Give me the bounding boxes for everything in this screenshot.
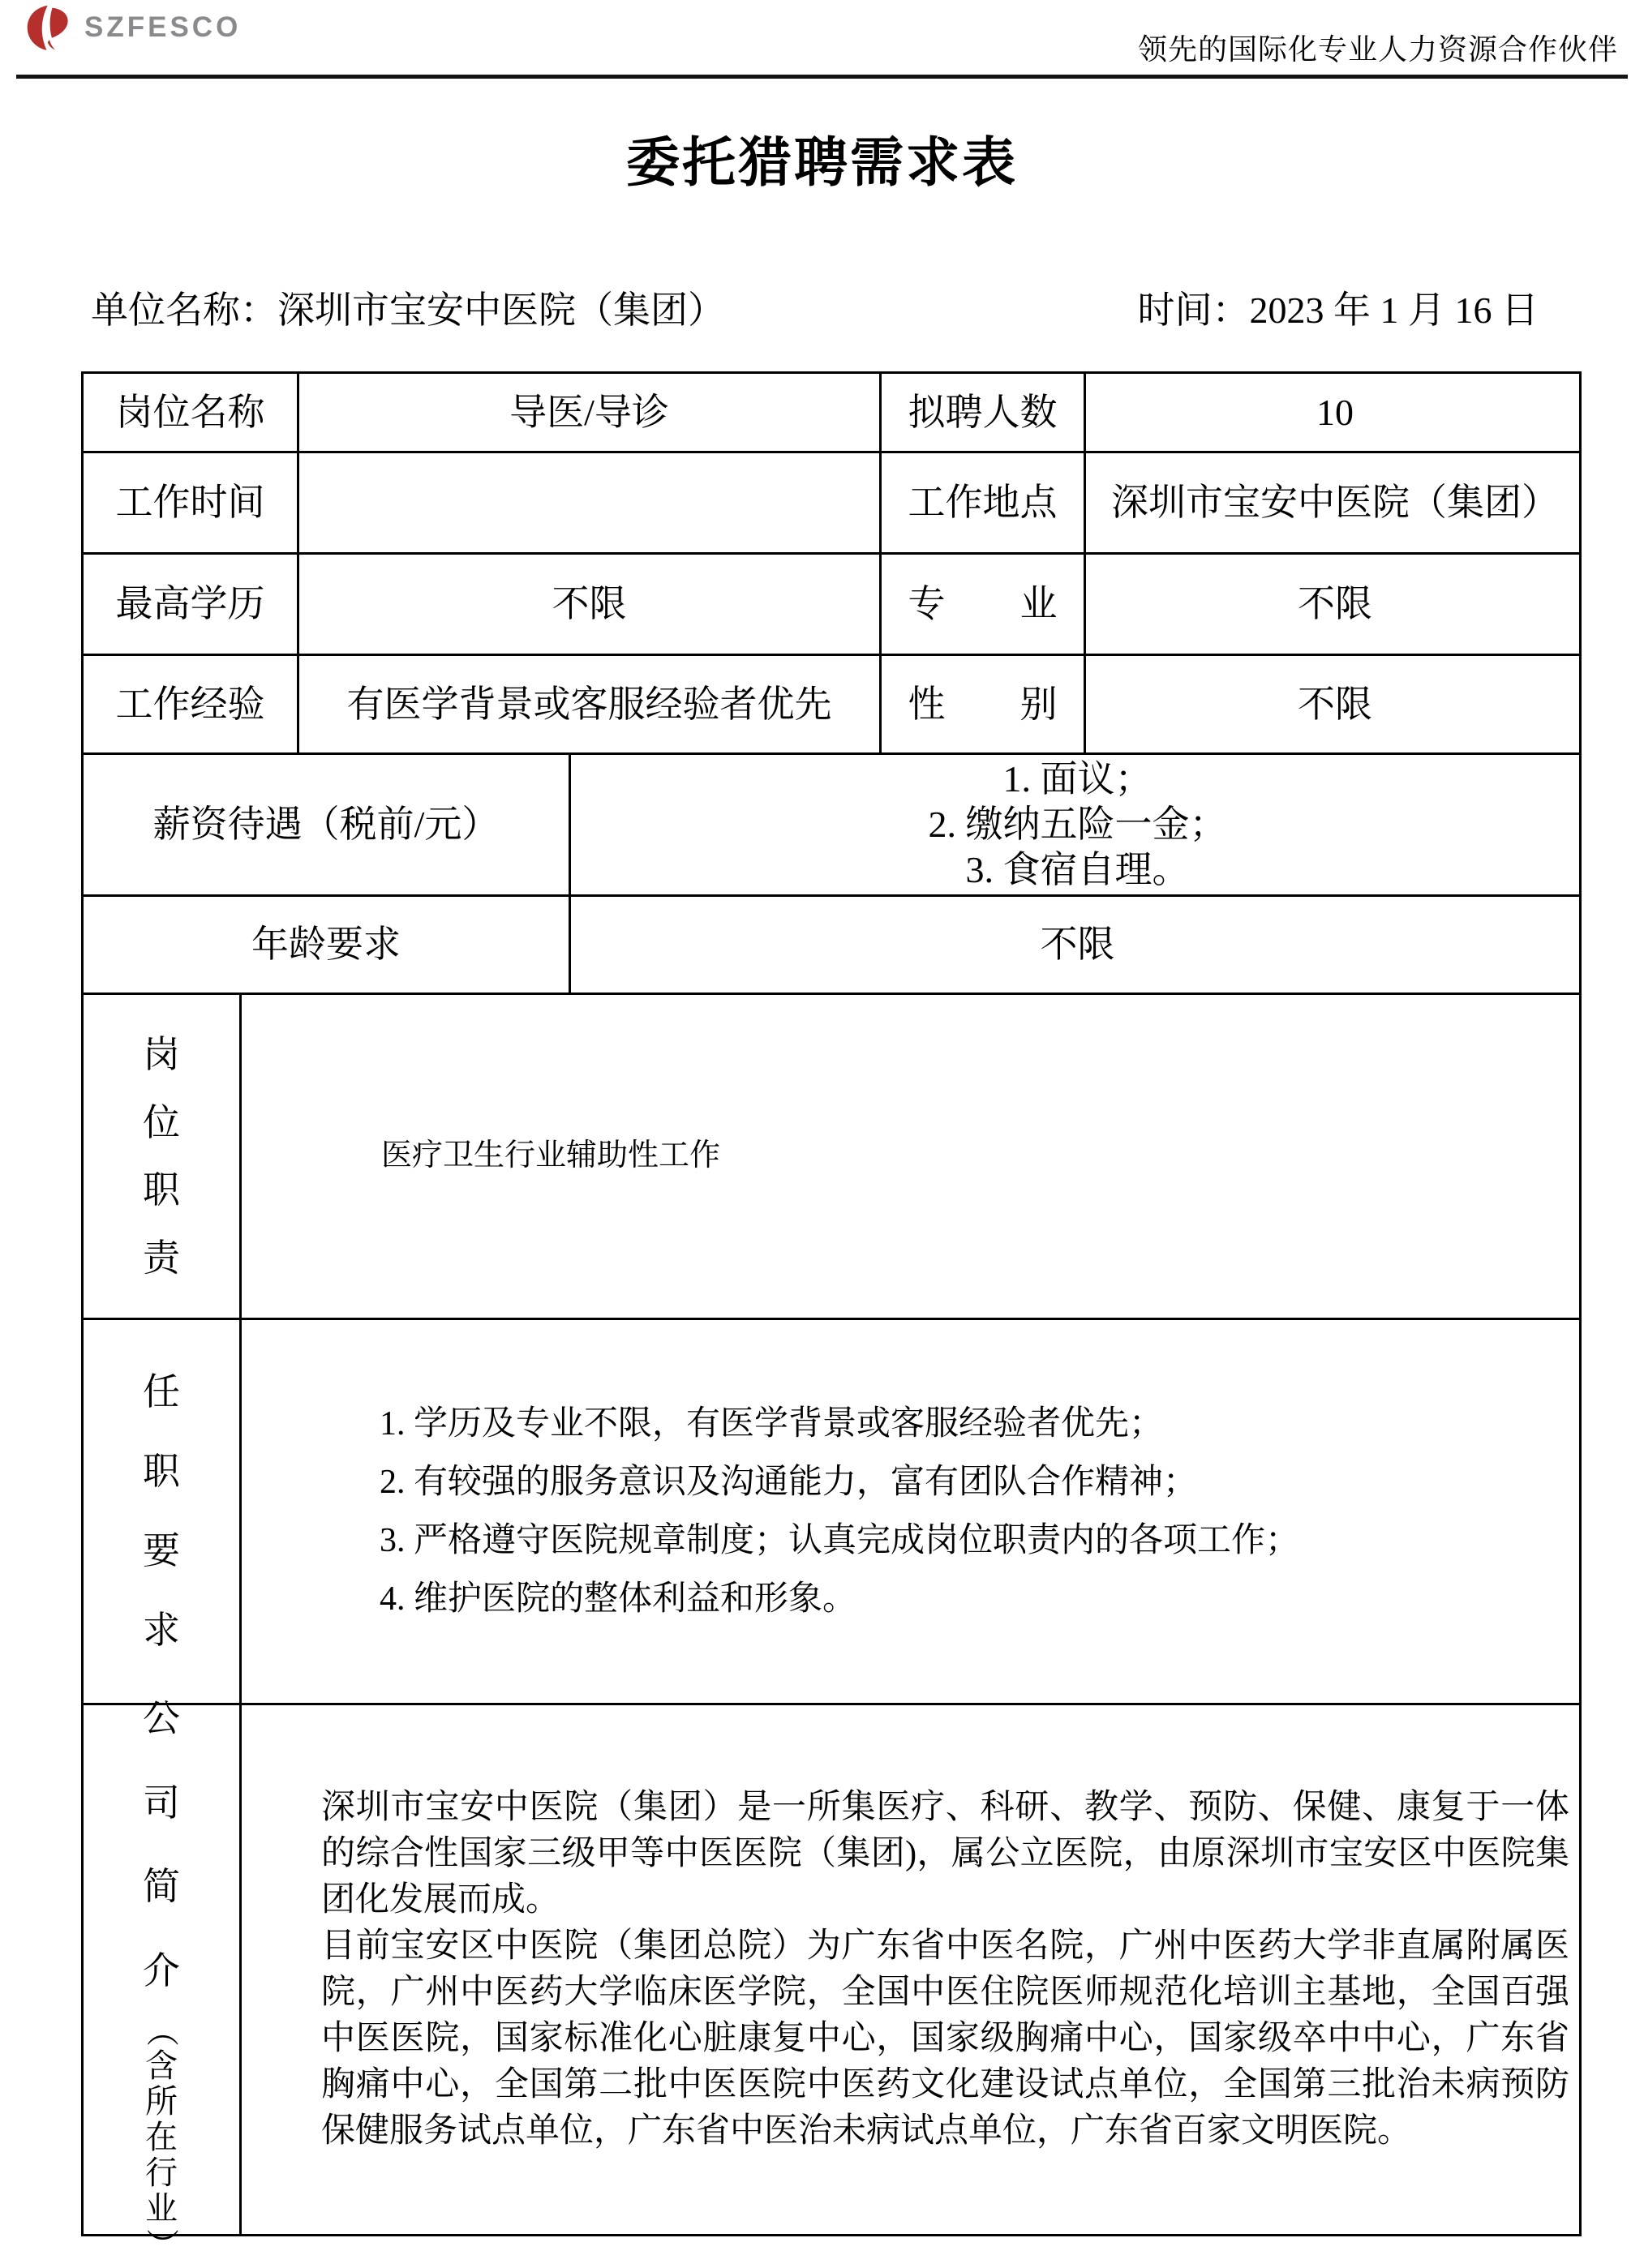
table-row-salary <box>84 752 1579 894</box>
date-field <box>1138 281 1539 334</box>
requirement-item: 4. 维护医院的整体利益和形象。 <box>380 1580 857 1618</box>
table-row-work-time <box>84 451 1579 552</box>
age-label: 年龄要求 <box>251 924 401 966</box>
table-row-company-intro <box>84 1698 1579 2261</box>
requirement-item: 1. 学历及专业不限，有医学背景或客服经验者优先； <box>380 1405 1164 1443</box>
age-value: 不限 <box>569 897 1584 993</box>
header-tagline: 领先的国际化专业人力资源合作伙伴 <box>1137 33 1618 66</box>
headcount-value: 10 <box>1084 374 1584 451</box>
requirements-list <box>380 1395 1299 1628</box>
education-label: 最高学历 <box>115 583 265 625</box>
company-intro-paragraph: 深圳市宝安中医院（集团）是一所集医疗、科研、教学、预防、保健、康复于一体的综合性国家三级甲等中医医院（集团)，属公立医院，由原深圳市宝安区中医院集团化发展而成。 <box>321 1789 1569 1919</box>
requirement-item: 2. 有较强的服务意识及沟通能力，富有团队合作精神； <box>380 1464 1198 1501</box>
company-name-label: 单位名称： <box>91 289 277 331</box>
major-label: 专 业 <box>879 555 1084 654</box>
company-intro-label <box>84 1698 239 2261</box>
duty-content: 医疗卫生行业辅助性工作 <box>239 995 1584 1318</box>
major-value: 不限 <box>1084 555 1584 654</box>
info-row <box>91 281 1539 334</box>
salary-line: 1. 面议； <box>1002 758 1153 800</box>
table-row-duty <box>84 993 1579 1318</box>
salary-line: 2. 缴纳五险一金； <box>928 804 1227 845</box>
experience-label: 工作经验 <box>115 683 265 725</box>
page-title: 委托猎聘需求表 <box>626 132 1018 192</box>
table-row-job-title <box>84 374 1579 451</box>
company-intro-content <box>239 1705 1584 2234</box>
table-row-requirements <box>84 1318 1579 1703</box>
brand-name: SZFESCO <box>84 11 242 43</box>
headcount-label: 拟聘人数 <box>879 374 1084 451</box>
salary-label: 薪资待遇（税前/元） <box>152 804 500 846</box>
date-value: 2023 年 1 月 16 日 <box>1249 289 1539 331</box>
salary-line: 3. 食宿自理。 <box>965 849 1190 890</box>
work-location-value: 深圳市宝安中医院（集团） <box>1084 453 1584 552</box>
company-name-field <box>91 281 725 334</box>
szfesco-logo-icon <box>26 4 73 51</box>
education-value: 不限 <box>297 555 879 654</box>
requirements-table <box>81 371 1582 2261</box>
experience-value: 有医学背景或客服经验者优先 <box>297 656 879 752</box>
company-name-value: 深圳市宝安中医院（集团） <box>277 289 725 331</box>
work-time-value <box>297 453 879 552</box>
table-row-experience <box>84 654 1579 752</box>
salary-value <box>569 755 1584 894</box>
job-title-value: 导医/导诊 <box>297 374 879 451</box>
gender-value: 不限 <box>1084 656 1584 752</box>
duty-label: 岗 位 职 责 <box>143 1034 180 1279</box>
work-location-label: 工作地点 <box>879 453 1084 552</box>
job-title-label: 岗位名称 <box>115 391 265 433</box>
brand <box>26 4 241 51</box>
requirement-item: 3. 严格遵守医院规章制度；认真完成岗位职责内的各项工作； <box>380 1522 1300 1559</box>
page-header <box>16 0 1628 79</box>
table-row-age <box>84 894 1579 993</box>
gender-label: 性 别 <box>879 656 1084 752</box>
requirements-content <box>239 1320 1584 1703</box>
company-intro-label-note: （ 含 所 在 行 业 ） <box>144 2014 180 2261</box>
date-label: 时间： <box>1137 289 1250 331</box>
company-intro-paragraph: 目前宝安区中医院（集团总院）为广东省中医名院，广州中医药大学非直属附属医院，广州中医药大学临床医学院，全国中医住院医师规范化培训主基地，全国百强中医医院，国家标准化心脏康复中心，国家级胸痛中心，国家级卒中中心，广东省胸痛中心，全国第二批中医医院中医药文化建设试点单位，全国第三批治未病预防保健服务试点单位，广东省中医治未病试点单位，广东省百家文明医院。 <box>321 1927 1569 2150</box>
table-row-education <box>84 552 1579 654</box>
requirements-label: 任 职 要 求 <box>143 1371 180 1652</box>
work-time-label: 工作时间 <box>115 482 265 524</box>
company-intro-label-main: 公 司 简 介 <box>143 1698 180 1991</box>
